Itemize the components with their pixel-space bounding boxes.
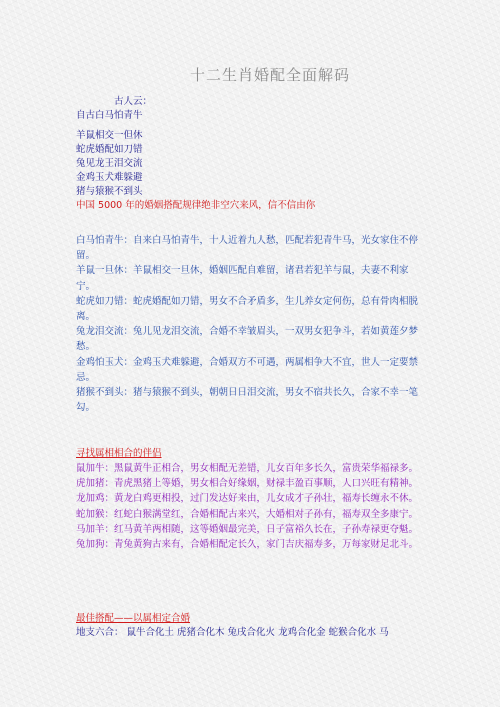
matching-list: [76, 461, 426, 552]
explanation-paragraph: 兔龙泪交流：兔儿见龙泪交流，合婚不幸皱眉头，一双男女犯争斗，若如黄莲夕梦愁。: [76, 326, 419, 353]
proverb-line: 金鸡玉犬难躲避: [76, 172, 143, 183]
matching-item: 虎加猪：青虎黑猪上等婚，男女相合好缘姻，财禄丰盈百事顺，人口兴旺有精神。: [76, 478, 419, 490]
matching-item: 鼠加牛：黑鼠黄牛正相合，男女相配无差错，儿女百年多长久，富贵荣华福禄多。: [76, 463, 419, 474]
matching-item: 兔加狗：青兔黄狗古来有，合婚相配定长久，家门吉庆福寿多，万每家财足北斗。: [76, 539, 419, 551]
matching-section: [76, 447, 426, 552]
explanation-paragraph: 猪猴不到头：猪与猿猴不到头，朝朝日日泪交流，男女不宿共长久，合家不幸一笔勾。: [76, 387, 419, 414]
proverb-line: 猪与猿猴不到头: [76, 186, 143, 197]
proverb-block: [76, 95, 426, 213]
explanation-paragraph: 羊鼠一旦休：羊鼠相交一旦休，婚姻匹配自难留，诸君若犯羊与鼠，夫妻不利家宁。: [76, 265, 409, 292]
six-harmonies-line: 地支六合： 鼠牛合化土 虎猪合化木 兔戌合化火 龙鸡合化金 蛇猴合化水 马: [76, 627, 389, 638]
proverb-line: 兔见龙王泪交流: [76, 158, 143, 169]
page-title: 十二生肖婚配全面解码: [190, 66, 351, 84]
matching-heading: 寻找属相相合的伴侣: [76, 448, 162, 459]
proverb-lead: 自古白马怕青牛: [76, 110, 143, 121]
proverb-intro: 古人云：: [114, 96, 153, 107]
proverb-line: 蛇虎婚配如刀错: [76, 144, 143, 155]
proverb-red-line: 中国 5000 年的婚姻搭配规律绝非空穴来风，信不信由你: [76, 200, 316, 211]
explanation-paragraph: 蛇虎如刀错：蛇虎婚配如刀错，男女不合矛盾多，生儿养女定何伤，总有骨肉相脱离。: [76, 295, 419, 323]
best-match-heading: 最佳搭配——以属相定合婚: [76, 613, 191, 624]
explanation-paragraph: 金鸡怕玉犬：金鸡玉犬难躲避，合婚双方不可遇，两属相争大不宜，世人一定要禁忌。: [76, 356, 419, 383]
matching-item: 马加羊：红马黄羊两相随，这等婚姻最完美，日子富裕久长在，子孙寿禄更夺魁。: [76, 523, 419, 535]
best-match-section: [76, 612, 436, 640]
proverb-line: 羊鼠相交一但休: [76, 130, 143, 141]
matching-item: 蛇加猴：红蛇白猴满堂红，合婚相配古来兴，大婚相对子孙有，福寿双全多康宁。: [76, 508, 419, 520]
explanation-paragraph: 白马怕青牛：自来白马怕青牛，十人近着九人愁，匹配若犯青牛马，光女家住不停留。: [76, 235, 419, 262]
matching-item: 龙加鸡：黄龙白鸡更相投，过门发达好来由，儿女成才子孙壮，福寿长缠永不休。: [76, 493, 419, 505]
explanations-block: [76, 233, 426, 415]
